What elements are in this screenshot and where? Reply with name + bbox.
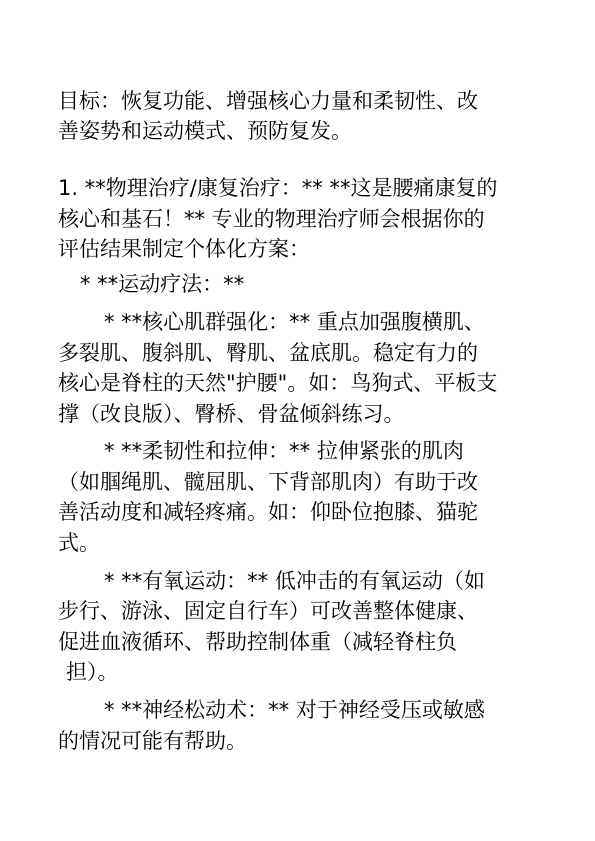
goal-line-1: 目标：恢复功能、增强核心力量和柔韧性、改 — [58, 89, 478, 113]
exercise-therapy-heading: * **运动疗法：** — [80, 272, 245, 296]
aerobic-line-2: 步行、游泳、固定自行车）可改善整体健康、 — [58, 599, 478, 623]
aerobic-line-1: * **有氧运动：** 低冲击的有氧运动（如 — [104, 569, 485, 593]
neural-line-2: 的情况可能有帮助。 — [58, 729, 247, 753]
neural-line-1: * **神经松动术：** 对于神经受压或敏感 — [104, 698, 485, 722]
core-line-1: * **核心肌群强化：** 重点加强腹横肌、 — [104, 310, 485, 334]
item1-line-3: 评估结果制定个体化方案： — [58, 237, 310, 261]
item1-line-1: 1. **物理治疗/康复治疗：** **这是腰痛康复的 — [58, 176, 498, 200]
core-line-2: 多裂肌、腹斜肌、臀肌、盆底肌。稳定有力的 — [58, 341, 478, 365]
flex-line-3: 善活动度和减轻疼痛。如：仰卧位抱膝、猫驼 — [58, 500, 478, 524]
core-line-4: 撑（改良版）、臀桥、骨盆倾斜练习。 — [58, 402, 405, 426]
aerobic-line-3: 促进血液循环、帮助控制体重（减轻脊柱负 — [58, 630, 457, 654]
flex-line-2: （如腘绳肌、髋屈肌、下背部肌肉）有助于改 — [58, 470, 478, 494]
flex-line-4: 式。 — [58, 531, 100, 555]
core-line-3: 核心是脊柱的天然"护腰"。如：鸟狗式、平板支 — [58, 371, 498, 395]
flex-line-1: * **柔韧性和拉伸：** 拉伸紧张的肌肉 — [104, 439, 464, 463]
goal-line-2: 善姿势和运动模式、预防复发。 — [58, 119, 352, 143]
item1-line-2: 核心和基石！** 专业的物理治疗师会根据你的 — [58, 207, 485, 231]
aerobic-line-4: 担）。 — [66, 660, 119, 684]
